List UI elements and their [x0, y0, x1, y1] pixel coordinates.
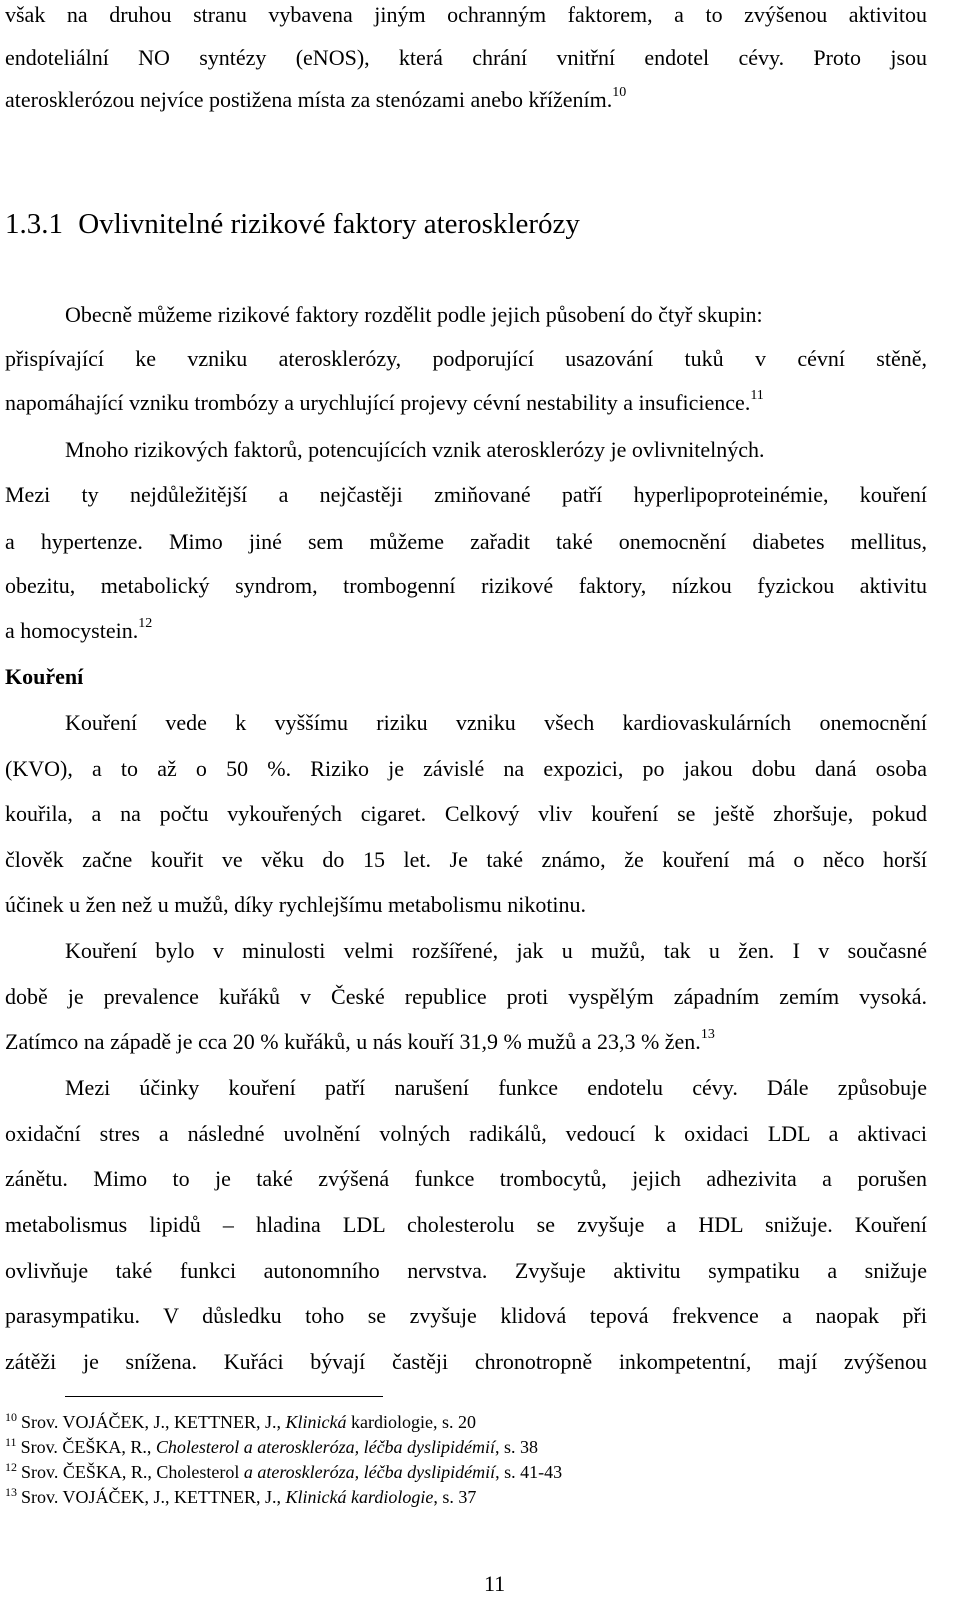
text-line: a hypertenze. Mimo jiné sem můžeme zařadit také onemocnění diabetes mellitus,: [5, 529, 927, 554]
footnote-separator: [65, 1396, 383, 1397]
text-line: Kouření vede k vyššímu riziku vzniku všech kardiovaskulárních onemocnění: [65, 710, 927, 735]
footnote-ref: 12: [138, 615, 153, 631]
section-number: 1.3.1: [5, 208, 63, 240]
text-line: Mezi ty nejdůležitější a nejčastěji zmiňované patří hyperlipoproteinémie, kouření: [5, 482, 927, 507]
text-line: době je prevalence kuřáků v České republice proti vyspělým západním zemím vysoká.: [5, 984, 927, 1009]
text-line: obezitu, metabolický syndrom, trombogenní rizikové faktory, nízkou fyzickou aktivitu: [5, 573, 927, 598]
text-line: člověk začne kouřit ve věku do 15 let. Je také známo, že kouření má o něco horší: [5, 847, 927, 872]
text-line: kouřila, a na počtu vykouřených cigaret. Celkový vliv kouření se ještě zhoršuje, pokud: [5, 801, 927, 826]
text-line: napomáhající vzniku trombózy a urychlující projevy cévní nestability a insuficience.$^{11}$: [5, 387, 764, 415]
text-line: zátěži je snížena. Kuřáci bývají častěji chronotropně inkompetentní, mají zvýšenou: [5, 1349, 927, 1374]
text-line: ovlivňuje také funkci autonomního nervstva. Zvyšuje aktivitu sympatiku a snižuje: [5, 1258, 927, 1283]
text-line: Mnoho rizikových faktorů, potencujících vznik aterosklerózy je ovlivnitelných.: [65, 437, 765, 462]
footnote: $^{10}$ Srov. VOJÁČEK, J., KETTNER, J., Klinická kardiologie, s. 20: [5, 1410, 476, 1432]
text-line: účinek u žen než u mužů, díky rychlejšímu metabolismu nikotinu.: [5, 892, 587, 917]
text-line: metabolismus lipidů – hladina LDL cholesterolu se zvyšuje a HDL snižuje. Kouření: [5, 1212, 927, 1237]
text-line: zánětu. Mimo to je také zvýšená funkce trombocytů, jejich adhezivita a porušen: [5, 1166, 927, 1191]
text-line: přispívající ke vzniku aterosklerózy, podporující usazování tuků v cévní stěně,: [5, 346, 927, 371]
text-line: parasympatiku. V důsledku toho se zvyšuje klidová tepová frekvence a naopak při: [5, 1303, 927, 1328]
footnote: $^{11}$ Srov. ČEŠKA, R., Cholesterol a ateroskleróza, léčba dyslipidémií, s. 38: [5, 1435, 539, 1457]
text-line: Kouření bylo v minulosti velmi rozšířené, jak u mužů, tak u žen. I v současné: [65, 938, 927, 963]
footnote-ref: 13: [700, 1026, 715, 1042]
footnote-ref: 11: [750, 387, 764, 403]
footnote: $^{12}$ Srov. ČEŠKA, R., Cholesterol a ateroskleróza, léčba dyslipidémií, s. 41-43: [5, 1460, 563, 1482]
text-line: oxidační stres a následné uvolnění volných radikálů, vedoucí k oxidaci LDL a aktivaci: [5, 1121, 927, 1146]
footnote-ref: 10: [612, 84, 627, 100]
footnote-number: 11: [5, 1435, 17, 1449]
text-line: a homocystein.$^{12}$: [5, 615, 153, 643]
text-line: však na druhou stranu vybavena jiným ochranným faktorem, a to zvýšenou aktivitou: [5, 2, 927, 27]
text-line: Obecně můžeme rizikové faktory rozdělit podle jejich působení do čtyř skupin:: [65, 302, 763, 327]
footnote-number: 10: [5, 1410, 17, 1424]
footnote-number: 12: [5, 1460, 17, 1474]
section-title: Ovlivnitelné rizikové faktory aterosklerózy: [78, 208, 580, 240]
text-line: Zatímco na západě je cca 20 % kuřáků, u nás kouří 31,9 % mužů a 23,3 % žen.$^{13}$: [5, 1026, 715, 1054]
text-line: (KVO), a to až o 50 %. Riziko je závislé na expozici, po jakou dobu daná osoba: [5, 756, 927, 781]
text-line: aterosklerózou nejvíce postižena místa za stenózami anebo křížením.$^{10}$: [5, 84, 627, 112]
section-heading: [5, 207, 580, 241]
text-line: Mezi účinky kouření patří narušení funkce endotelu cévy. Dále způsobuje: [65, 1075, 927, 1100]
subheading: Kouření: [5, 664, 84, 689]
text-line: endoteliální NO syntézy (eNOS), která chrání vnitřní endotel cévy. Proto jsou: [5, 45, 927, 70]
footnote: $^{13}$ Srov. VOJÁČEK, J., KETTNER, J., Klinická kardiologie, s. 37: [5, 1485, 477, 1507]
footnote-number: 13: [5, 1485, 17, 1499]
page-number: 11: [484, 1571, 506, 1596]
